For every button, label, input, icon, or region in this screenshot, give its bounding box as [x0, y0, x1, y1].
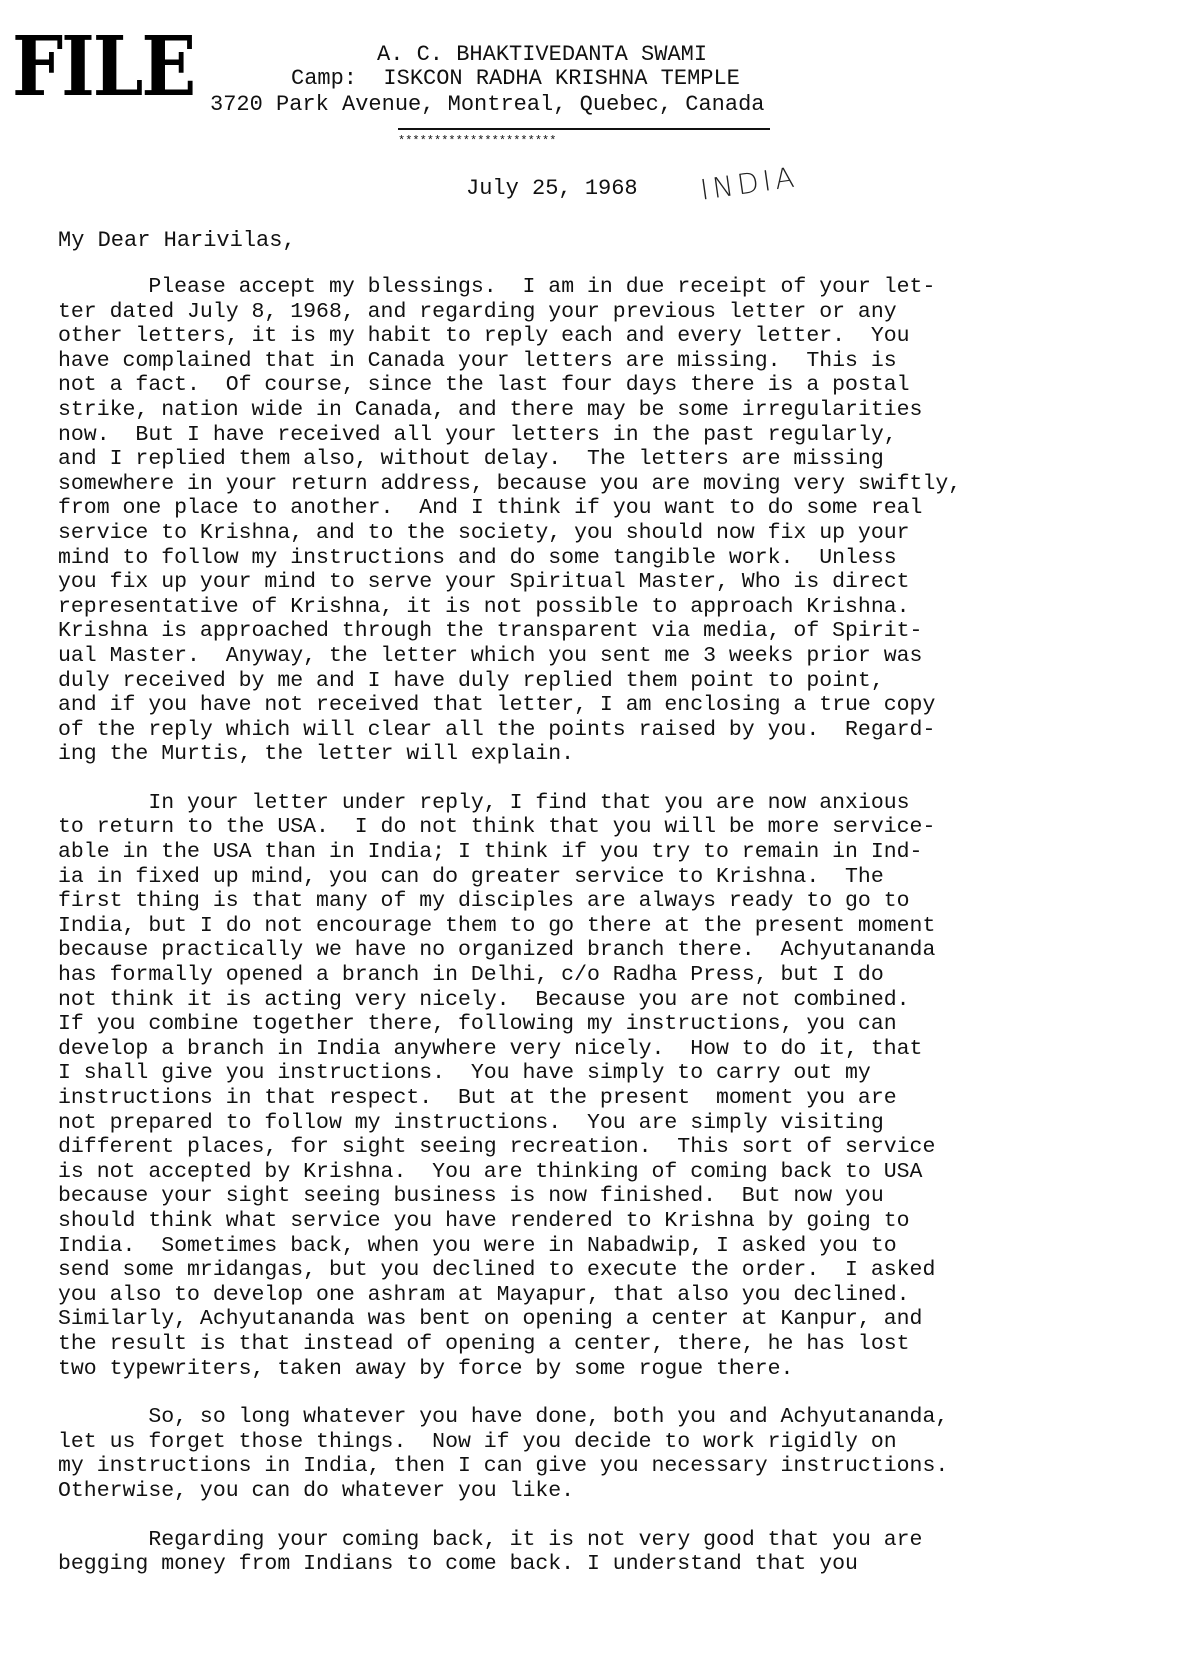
letterhead-rule — [398, 128, 770, 130]
asterisk-divider: ********************** — [398, 134, 557, 148]
letter-date: July 25, 1968 — [466, 176, 638, 201]
letter-body — [58, 275, 1148, 1601]
paragraph: In your letter under reply, I find that you are now anxious to return to the USA. I do not think that you will be more service- able in the USA than in India; I think if you try to remain in Ind- ia in fixed up mind, you can do greater service to Krishna. The first thing is that many of my disciples are always ready to go to India, but I do not encourage them to go there at the present moment because practically we have no organized branch there. Achyutananda has formally opened a branch in Delhi, c/o Radha Press, but I do not think it is acting very nicely. Because you are not combined. If you combine together there, following my instructions, you can develop a branch in India anywhere very nicely. How to do it, that I shall give you instructions. You have simply to carry out my instructions in that respect. But at the present moment you are not prepared to follow my instructions. You are simply visiting different places, for sight seeing recreation. This sort of service is not accepted by Krishna. You are thinking of coming back to USA because your sight seeing business is now finished. But now you should think what service you have rendered to Krishna by going to India. Sometimes back, when you were in Nabadwip, I asked you to send some mridangas, but you declined to execute the order. I asked you also to develop one ashram at Mayapur, that also you declined. Similarly, Achyutananda was bent on opening a center at Kanpur, and the result is that instead of opening a center, there, he has lost two typewriters, taken away by force by some rogue there. — [58, 790, 936, 1381]
sender-address: 3720 Park Avenue, Montreal, Quebec, Canada — [210, 92, 765, 117]
salutation: My Dear Harivilas, — [58, 228, 296, 253]
sender-name: A. C. BHAKTIVEDANTA SWAMI — [377, 42, 708, 67]
paragraph: Regarding your coming back, it is not very good that you are begging money from Indians to come back. I understand that you — [58, 1527, 923, 1577]
sender-camp: Camp: ISKCON RADHA KRISHNA TEMPLE — [291, 66, 740, 91]
handwritten-note: INDIA — [698, 160, 801, 207]
paragraph: So, so long whatever you have done, both you and Achyutananda, let us forget those things. Now if you decide to work rigidly on my instructions in India, then I can give you necessary instructions. Otherwise, you can do whatever you like. — [58, 1405, 949, 1503]
paragraph: Please accept my blessings. I am in due receipt of your let- ter dated July 8, 1968, and regarding your previous letter or any other letters, it is my habit to reply each and every letter. You have complained that in Canada your letters are missing. This is not a fact. Of course, since the last four days there is a postal strike, nation wide in Canada, and there may be some irregularities now. But I have received all your letters in the past regularly, and I replied them also, without delay. The letters are missing somewhere in your return address, because you are moving very swiftly, from one place to another. And I think if you want to do some real service to Krishna, and to the society, you should now fix up your mind to follow my instructions and do some tangible work. Unless you fix up your mind to serve your Spiritual Master, Who is direct representative of Krishna, it is not possible to approach Krishna. Krishna is approached through the transparent via media, of Spirit- ual Master. Anyway, the letter which you sent me 3 weeks prior was duly received by me and I have duly replied them point to point, and if you have not received that letter, I am enclosing a true copy of the reply which will clear all the points raised by you. Regard- ing the Murtis, the letter will explain. — [58, 275, 962, 767]
file-stamp: FILE — [12, 16, 195, 115]
